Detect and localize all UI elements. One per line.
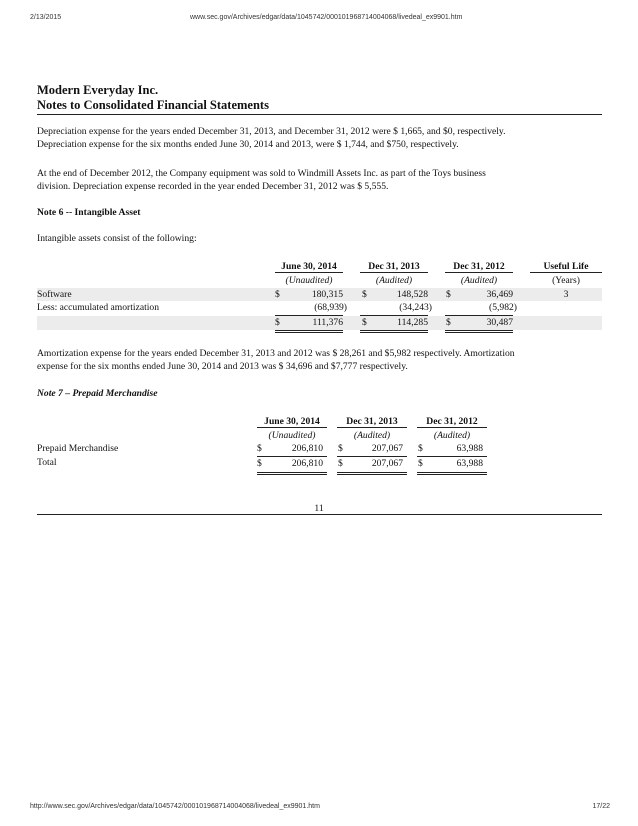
subheader: (Audited) [433,430,471,441]
currency: $ [257,458,262,469]
currency: $ [362,289,367,300]
subtotal-rule [275,315,343,316]
total-double-rule [257,472,327,475]
currency: $ [446,289,451,300]
page-number: 11 [314,503,324,514]
cell-value: 206,810 [291,458,323,469]
depreciation-paragraph [37,126,602,151]
col-header-jun2014: June 30, 2014 [257,416,327,428]
cell-value: 207,067 [371,443,403,454]
currency: $ [446,317,451,328]
note6-intro: Intangible assets consist of the following: [37,233,197,244]
currency: $ [338,443,343,454]
subheader: (Audited) [375,275,413,286]
useful-life-value: 3 [563,289,569,300]
paragraph-line: Depreciation expense for the years ended December 31, 2013, and December 31, 2012 were $ 1,665, and $0, respectively. [37,126,506,137]
col-header-useful-life: Useful Life [530,261,602,273]
cell-value: 206,810 [291,443,323,454]
paragraph-line: At the end of December 2012, the Company equipment was sold to Windmill Assets Inc. as part of the Toys business [37,168,486,179]
paragraph-line: Amortization expense for the years ended December 31, 2013 and 2012 was $ 28,261 and $5,982 respectively. Amortization [37,348,515,359]
paragraph-line: expense for the six months ended June 30, 2014 and 2013 was $ 34,696 and $7,777 respectively. [37,360,408,372]
notes-title: Notes to Consolidated Financial Statements [37,98,602,115]
cell-value: 63,988 [456,458,483,469]
cell-value: 207,067 [371,458,403,469]
cell-value: (5,982) [489,302,517,313]
col-header-dec2012: Dec 31, 2012 [445,261,513,273]
note6-heading: Note 6 -- Intangible Asset [37,207,141,218]
cell-value: 111,376 [312,317,343,328]
currency: $ [257,443,262,454]
row-label: Less: accumulated amortization [37,302,160,313]
currency: $ [362,317,367,328]
cell-value: 180,315 [311,289,343,300]
subheader: (Audited) [353,430,391,441]
total-double-rule [360,330,428,333]
cell-value: 63,988 [456,443,483,454]
cell-value: 114,285 [397,317,428,328]
subheader: (Audited) [460,275,498,286]
print-date: 2/13/2015 [30,14,62,21]
paragraph-line: division. Depreciation expense recorded in the year ended December 31, 2012 was $ 5,555. [37,180,389,192]
footer-url: http://www.sec.gov/Archives/edgar/data/1045742/000101968714004068/livedeal_ex9901.htm [30,803,320,810]
col-header-dec2013: Dec 31, 2013 [360,261,428,273]
cell-value: 36,469 [486,289,513,300]
total-double-rule [275,330,343,333]
footer-page-count: 17/22 [592,803,610,810]
print-url: www.sec.gov/Archives/edgar/data/1045742/000101968714004068/livedeal_ex9901.htm [190,14,463,21]
currency: $ [275,289,280,300]
subtotal-rule [445,315,513,316]
currency: $ [338,458,343,469]
col-header-dec2012: Dec 31, 2012 [417,416,487,428]
total-double-rule [445,330,513,333]
subheader: (Years) [552,275,580,286]
row-label: Software [37,289,72,300]
currency: $ [275,317,280,328]
total-double-rule [337,472,407,475]
col-header-jun2014: June 30, 2014 [275,261,343,273]
subheader: (Unaudited) [285,275,333,286]
cell-value: (34,243) [399,302,432,313]
page-bottom-rule [37,514,602,515]
subtotal-rule [417,456,487,457]
company-name: Modern Everyday Inc. [37,83,159,97]
subtotal-rule [337,456,407,457]
subtotal-rule [257,456,327,457]
cell-value: 30,487 [486,317,513,328]
paragraph-line: Depreciation expense for the six months ended June 30, 2014 and 2013, were $ 1,744, and $750, respectively. [37,138,459,150]
total-double-rule [417,472,487,475]
currency: $ [418,443,423,454]
cell-value: (68,939) [314,302,347,313]
subtotal-rule [360,315,428,316]
document-heading [37,83,602,115]
row-label: Prepaid Merchandise [37,443,119,454]
cell-value: 148,528 [396,289,428,300]
col-header-dec2013: Dec 31, 2013 [337,416,407,428]
amortization-paragraph [37,348,602,373]
subheader: (Unaudited) [268,430,316,441]
note7-heading: Note 7 – Prepaid Merchandise [37,388,158,399]
equipment-sale-paragraph [37,168,602,193]
row-label: Total [37,457,57,468]
currency: $ [418,458,423,469]
